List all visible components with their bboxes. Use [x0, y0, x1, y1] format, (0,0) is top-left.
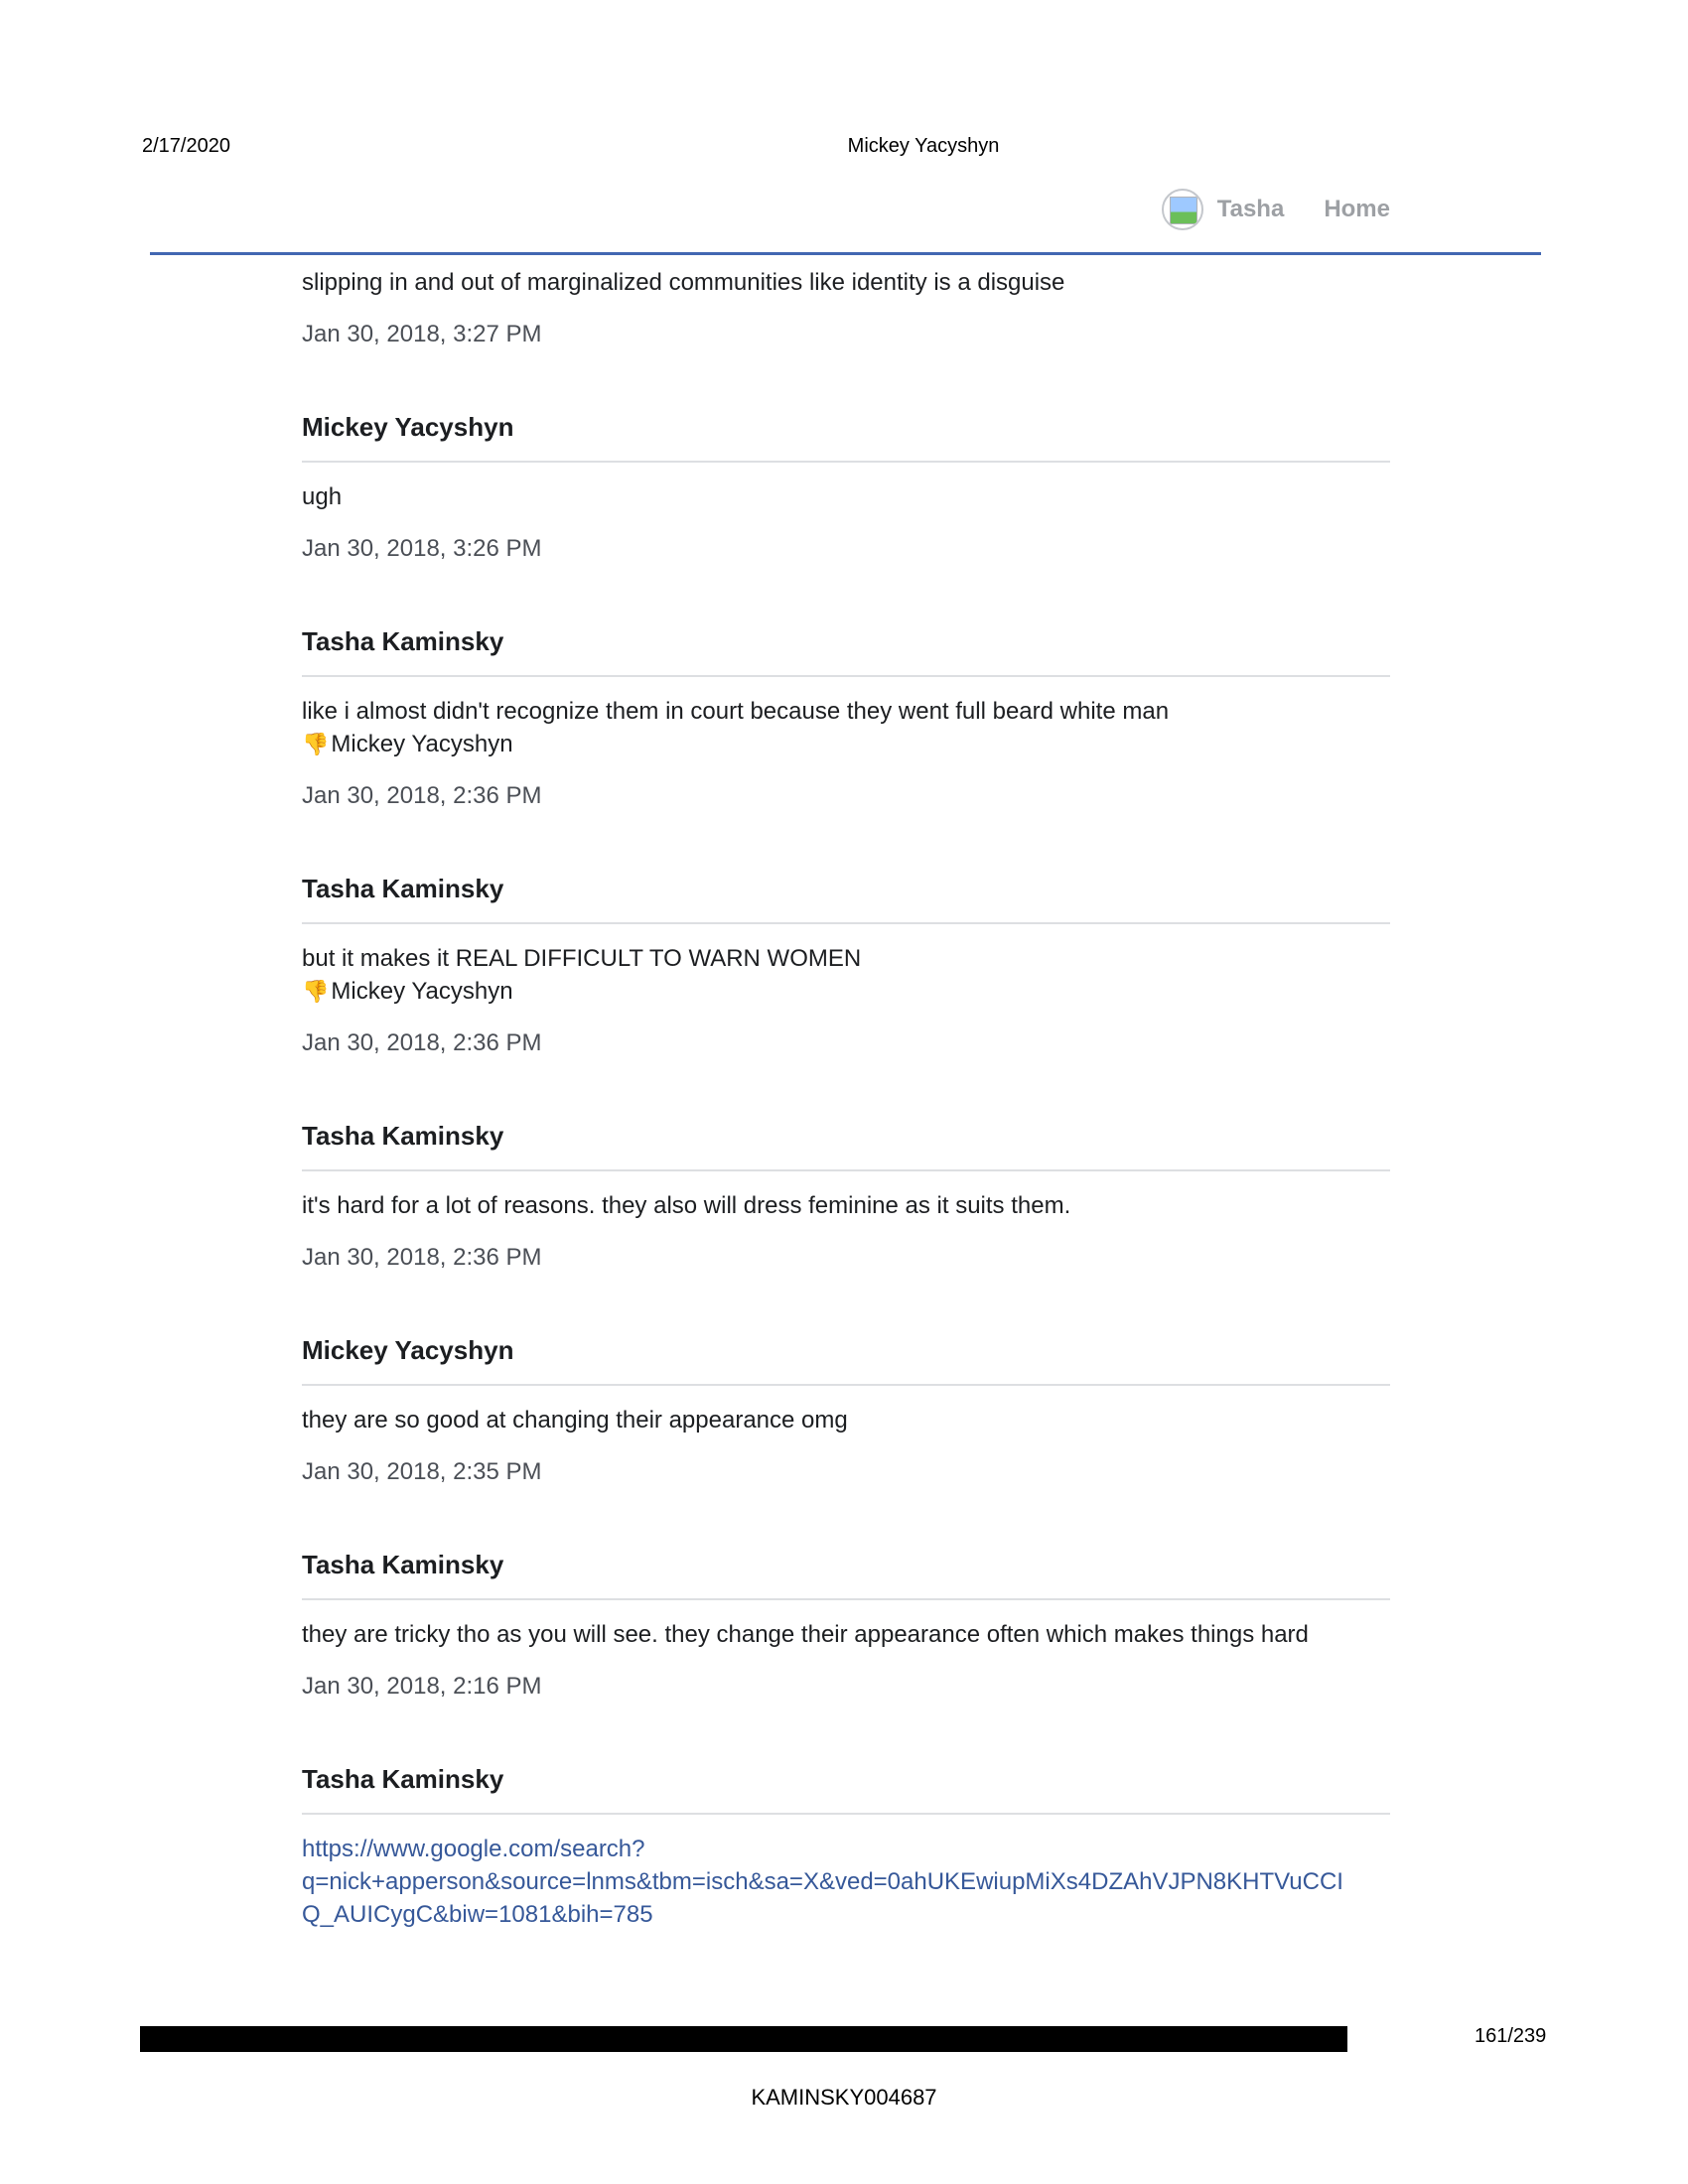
message-timestamp: Jan 30, 2018, 2:36 PM	[302, 1244, 542, 1271]
message-sender: Mickey Yacyshyn	[302, 1334, 1390, 1386]
reaction	[302, 728, 1390, 760]
message-link[interactable]	[302, 1833, 1394, 1931]
message-thread	[302, 266, 1390, 1931]
message-sender: Tasha Kaminsky	[302, 1549, 1390, 1600]
page-number: 161/239	[1475, 2025, 1547, 2047]
print-date: 2/17/2020	[142, 135, 230, 157]
message-sender: Tasha Kaminsky	[302, 1120, 1390, 1171]
message-sender: Tasha Kaminsky	[302, 873, 1390, 924]
message-text: ugh	[302, 483, 343, 510]
message-timestamp: Jan 30, 2018, 2:16 PM	[302, 1673, 542, 1700]
message-sender: Tasha Kaminsky	[302, 1763, 1390, 1815]
message-timestamp: Jan 30, 2018, 2:35 PM	[302, 1458, 542, 1485]
message-sender: Tasha Kaminsky	[302, 625, 1390, 677]
message-timestamp: Jan 30, 2018, 2:36 PM	[302, 782, 542, 809]
message-timestamp: Jan 30, 2018, 2:36 PM	[302, 1029, 542, 1056]
redaction-bar	[140, 2026, 1347, 2052]
top-nav-bar	[150, 183, 1541, 255]
reaction	[302, 975, 1390, 1008]
thumbs-down-icon: 👎	[302, 732, 330, 756]
message-link-line[interactable]: Q_AUICygC&biw=1081&bih=785	[302, 1901, 653, 1928]
message-body	[302, 1618, 1390, 1651]
message-body	[302, 266, 1390, 299]
bates-number: KAMINSKY004687	[751, 2085, 937, 2110]
print-title-text: Mickey Yacyshyn	[847, 135, 1000, 157]
print-title	[0, 135, 1688, 158]
reaction-user: Mickey Yacyshyn	[331, 978, 513, 1005]
broken-image-icon	[1170, 197, 1197, 224]
message-sender: Mickey Yacyshyn	[302, 411, 1390, 463]
message-link-line[interactable]: q=nick+apperson&source=lnms&tbm=isch&sa=X&ved=0ahUKEwiupMiXs4DZAhVJPN8KHTVuCCI	[302, 1868, 1343, 1895]
message-link-line[interactable]: https://www.google.com/search?	[302, 1836, 645, 1862]
message-body	[302, 942, 1390, 1008]
avatar[interactable]	[1162, 189, 1203, 230]
message-text: like i almost didn't recognize them in court because they went full beard white man	[302, 698, 1170, 725]
message-body	[302, 695, 1390, 760]
reaction-user: Mickey Yacyshyn	[331, 731, 513, 757]
thumbs-down-icon: 👎	[302, 979, 330, 1004]
message-text: but it makes it REAL DIFFICULT TO WARN WOMEN	[302, 945, 862, 972]
message-body	[302, 1833, 1390, 1931]
message-body	[302, 1189, 1390, 1222]
nav-user-link[interactable]: Tasha	[1216, 196, 1285, 222]
nav-home-link[interactable]: Home	[1324, 196, 1390, 222]
message-body	[302, 1404, 1390, 1436]
user-nav	[1162, 189, 1390, 230]
message-timestamp: Jan 30, 2018, 3:26 PM	[302, 535, 542, 562]
message-text: slipping in and out of marginalized communities like identity is a disguise	[302, 269, 1065, 296]
message-timestamp: Jan 30, 2018, 3:27 PM	[302, 321, 542, 347]
message-body	[302, 480, 1390, 513]
message-text: it's hard for a lot of reasons. they also will dress feminine as it suits them.	[302, 1192, 1071, 1219]
message-text: they are so good at changing their appearance omg	[302, 1407, 848, 1433]
message-text: they are tricky tho as you will see. they change their appearance often which makes things hard	[302, 1621, 1309, 1648]
